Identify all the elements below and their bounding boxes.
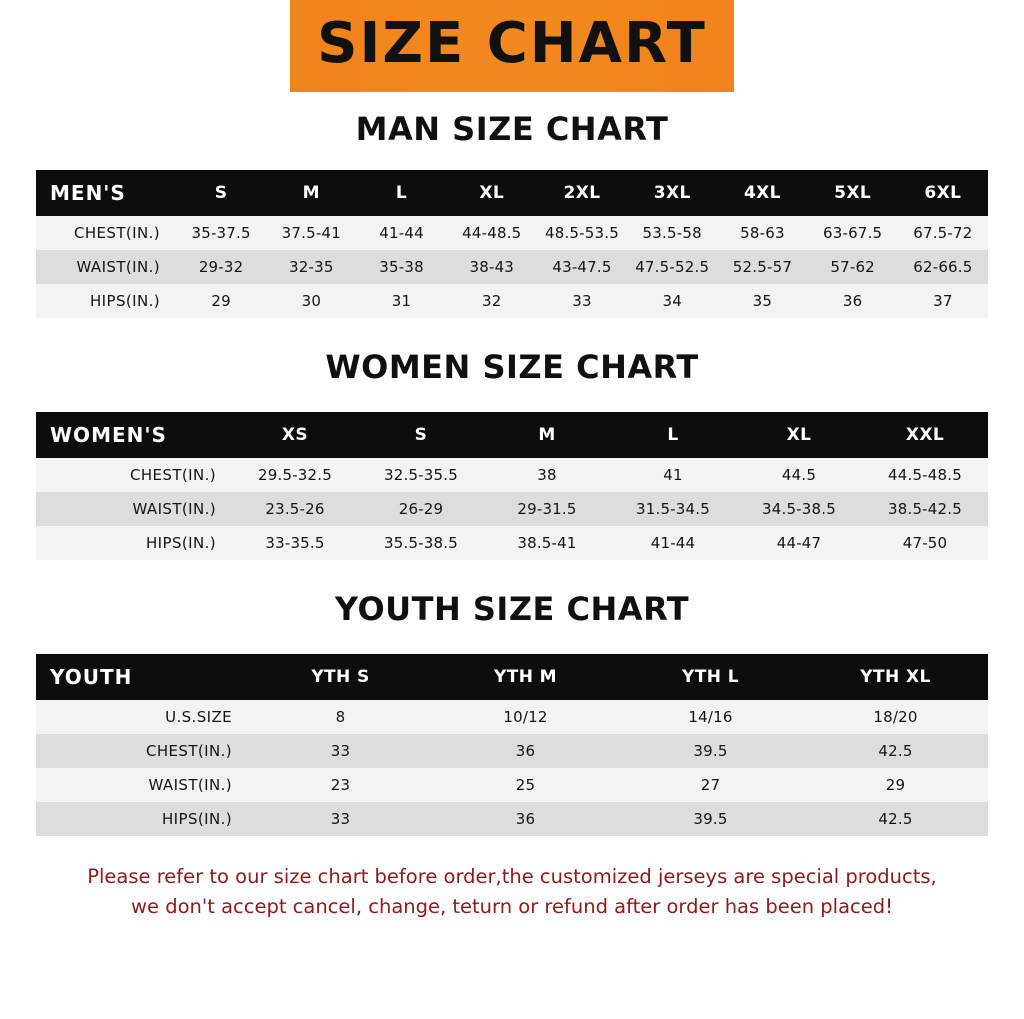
cell: 44.5-48.5 (862, 458, 988, 492)
men-table-wrap (0, 170, 1024, 318)
row-label: CHEST(IN.) (36, 216, 176, 250)
cell: 57-62 (808, 250, 898, 284)
cell: 47-50 (862, 526, 988, 560)
table-row (36, 216, 988, 250)
cell: 44.5 (736, 458, 862, 492)
table-row (36, 284, 988, 318)
cell: 27 (618, 768, 803, 802)
cell: 47.5-52.5 (627, 250, 717, 284)
row-label: CHEST(IN.) (36, 458, 232, 492)
cell: 29-31.5 (484, 492, 610, 526)
cell: 63-67.5 (808, 216, 898, 250)
cell: 32-35 (266, 250, 356, 284)
section-title-youth: YOUTH SIZE CHART (334, 590, 690, 628)
men-col-header: 4XL (717, 170, 807, 216)
cell: 23 (248, 768, 433, 802)
cell: 29.5-32.5 (232, 458, 358, 492)
cell: 39.5 (618, 734, 803, 768)
cell: 33 (537, 284, 627, 318)
cell: 35-37.5 (176, 216, 266, 250)
row-label: WAIST(IN.) (36, 250, 176, 284)
cell: 23.5-26 (232, 492, 358, 526)
women-col-header: S (358, 412, 484, 458)
cell: 18/20 (803, 700, 988, 734)
youth-col-header: YTH M (433, 654, 618, 700)
cell: 29 (176, 284, 266, 318)
men-size-table (36, 170, 988, 318)
section-title-women: WOMEN SIZE CHART (325, 348, 699, 386)
cell: 29 (803, 768, 988, 802)
men-col-header: 5XL (808, 170, 898, 216)
page-title: SIZE CHART (317, 11, 707, 76)
row-label: WAIST(IN.) (36, 768, 248, 802)
cell: 62-66.5 (898, 250, 988, 284)
table-header-row (36, 170, 988, 216)
table-row (36, 526, 988, 560)
cell: 37 (898, 284, 988, 318)
youth-col-header: YTH XL (803, 654, 988, 700)
women-table-wrap (0, 412, 1024, 560)
youth-table-wrap (0, 654, 1024, 836)
cell: 33-35.5 (232, 526, 358, 560)
youth-size-table (36, 654, 988, 836)
cell: 37.5-41 (266, 216, 356, 250)
cell: 44-48.5 (447, 216, 537, 250)
table-row (36, 458, 988, 492)
banner-right-mask (734, 0, 1024, 92)
banner-left-mask (0, 0, 290, 92)
row-label: CHEST(IN.) (36, 734, 248, 768)
cell: 8 (248, 700, 433, 734)
cell: 33 (248, 734, 433, 768)
cell: 53.5-58 (627, 216, 717, 250)
footer-note-line-1: Please refer to our size chart before order,the customized jerseys are special products, (87, 865, 937, 888)
table-row (36, 734, 988, 768)
cell: 58-63 (717, 216, 807, 250)
table-row (36, 802, 988, 836)
cell: 48.5-53.5 (537, 216, 627, 250)
youth-col-header: YTH L (618, 654, 803, 700)
cell: 41 (610, 458, 736, 492)
youth-row-header: YOUTH (36, 654, 248, 700)
cell: 35.5-38.5 (358, 526, 484, 560)
men-col-header: S (176, 170, 266, 216)
cell: 38.5-42.5 (862, 492, 988, 526)
cell: 38.5-41 (484, 526, 610, 560)
cell: 33 (248, 802, 433, 836)
women-col-header: L (610, 412, 736, 458)
table-row (36, 768, 988, 802)
cell: 38-43 (447, 250, 537, 284)
cell: 35 (717, 284, 807, 318)
header-banner (0, 0, 1024, 92)
table-row (36, 492, 988, 526)
cell: 34 (627, 284, 717, 318)
women-col-header: XXL (862, 412, 988, 458)
cell: 41-44 (610, 526, 736, 560)
women-row-header: WOMEN'S (36, 412, 232, 458)
cell: 44-47 (736, 526, 862, 560)
cell: 31 (356, 284, 446, 318)
cell: 67.5-72 (898, 216, 988, 250)
cell: 36 (433, 734, 618, 768)
cell: 41-44 (356, 216, 446, 250)
row-label: HIPS(IN.) (36, 802, 248, 836)
cell: 42.5 (803, 802, 988, 836)
table-header-row (36, 654, 988, 700)
men-col-header: L (356, 170, 446, 216)
cell: 30 (266, 284, 356, 318)
women-col-header: XL (736, 412, 862, 458)
row-label: HIPS(IN.) (36, 284, 176, 318)
row-label: HIPS(IN.) (36, 526, 232, 560)
cell: 43-47.5 (537, 250, 627, 284)
youth-col-header: YTH S (248, 654, 433, 700)
footer-note-line-2: we don't accept cancel, change, teturn or refund after order has been placed! (131, 895, 893, 919)
men-row-header: MEN'S (36, 170, 176, 216)
cell: 39.5 (618, 802, 803, 836)
women-size-table (36, 412, 988, 560)
cell: 32.5-35.5 (358, 458, 484, 492)
men-col-header: XL (447, 170, 537, 216)
women-col-header: M (484, 412, 610, 458)
cell: 10/12 (433, 700, 618, 734)
row-label: U.S.SIZE (36, 700, 248, 734)
cell: 31.5-34.5 (610, 492, 736, 526)
cell: 32 (447, 284, 537, 318)
table-row (36, 250, 988, 284)
table-header-row (36, 412, 988, 458)
cell: 35-38 (356, 250, 446, 284)
table-row (36, 700, 988, 734)
cell: 52.5-57 (717, 250, 807, 284)
men-col-header: 2XL (537, 170, 627, 216)
cell: 29-32 (176, 250, 266, 284)
cell: 36 (433, 802, 618, 836)
men-col-header: 6XL (898, 170, 988, 216)
cell: 14/16 (618, 700, 803, 734)
cell: 26-29 (358, 492, 484, 526)
women-col-header: XS (232, 412, 358, 458)
section-title-men: MAN SIZE CHART (355, 110, 669, 148)
footer-note (0, 862, 1024, 922)
cell: 42.5 (803, 734, 988, 768)
cell: 25 (433, 768, 618, 802)
cell: 38 (484, 458, 610, 492)
cell: 36 (808, 284, 898, 318)
cell: 34.5-38.5 (736, 492, 862, 526)
men-col-header: M (266, 170, 356, 216)
men-col-header: 3XL (627, 170, 717, 216)
row-label: WAIST(IN.) (36, 492, 232, 526)
